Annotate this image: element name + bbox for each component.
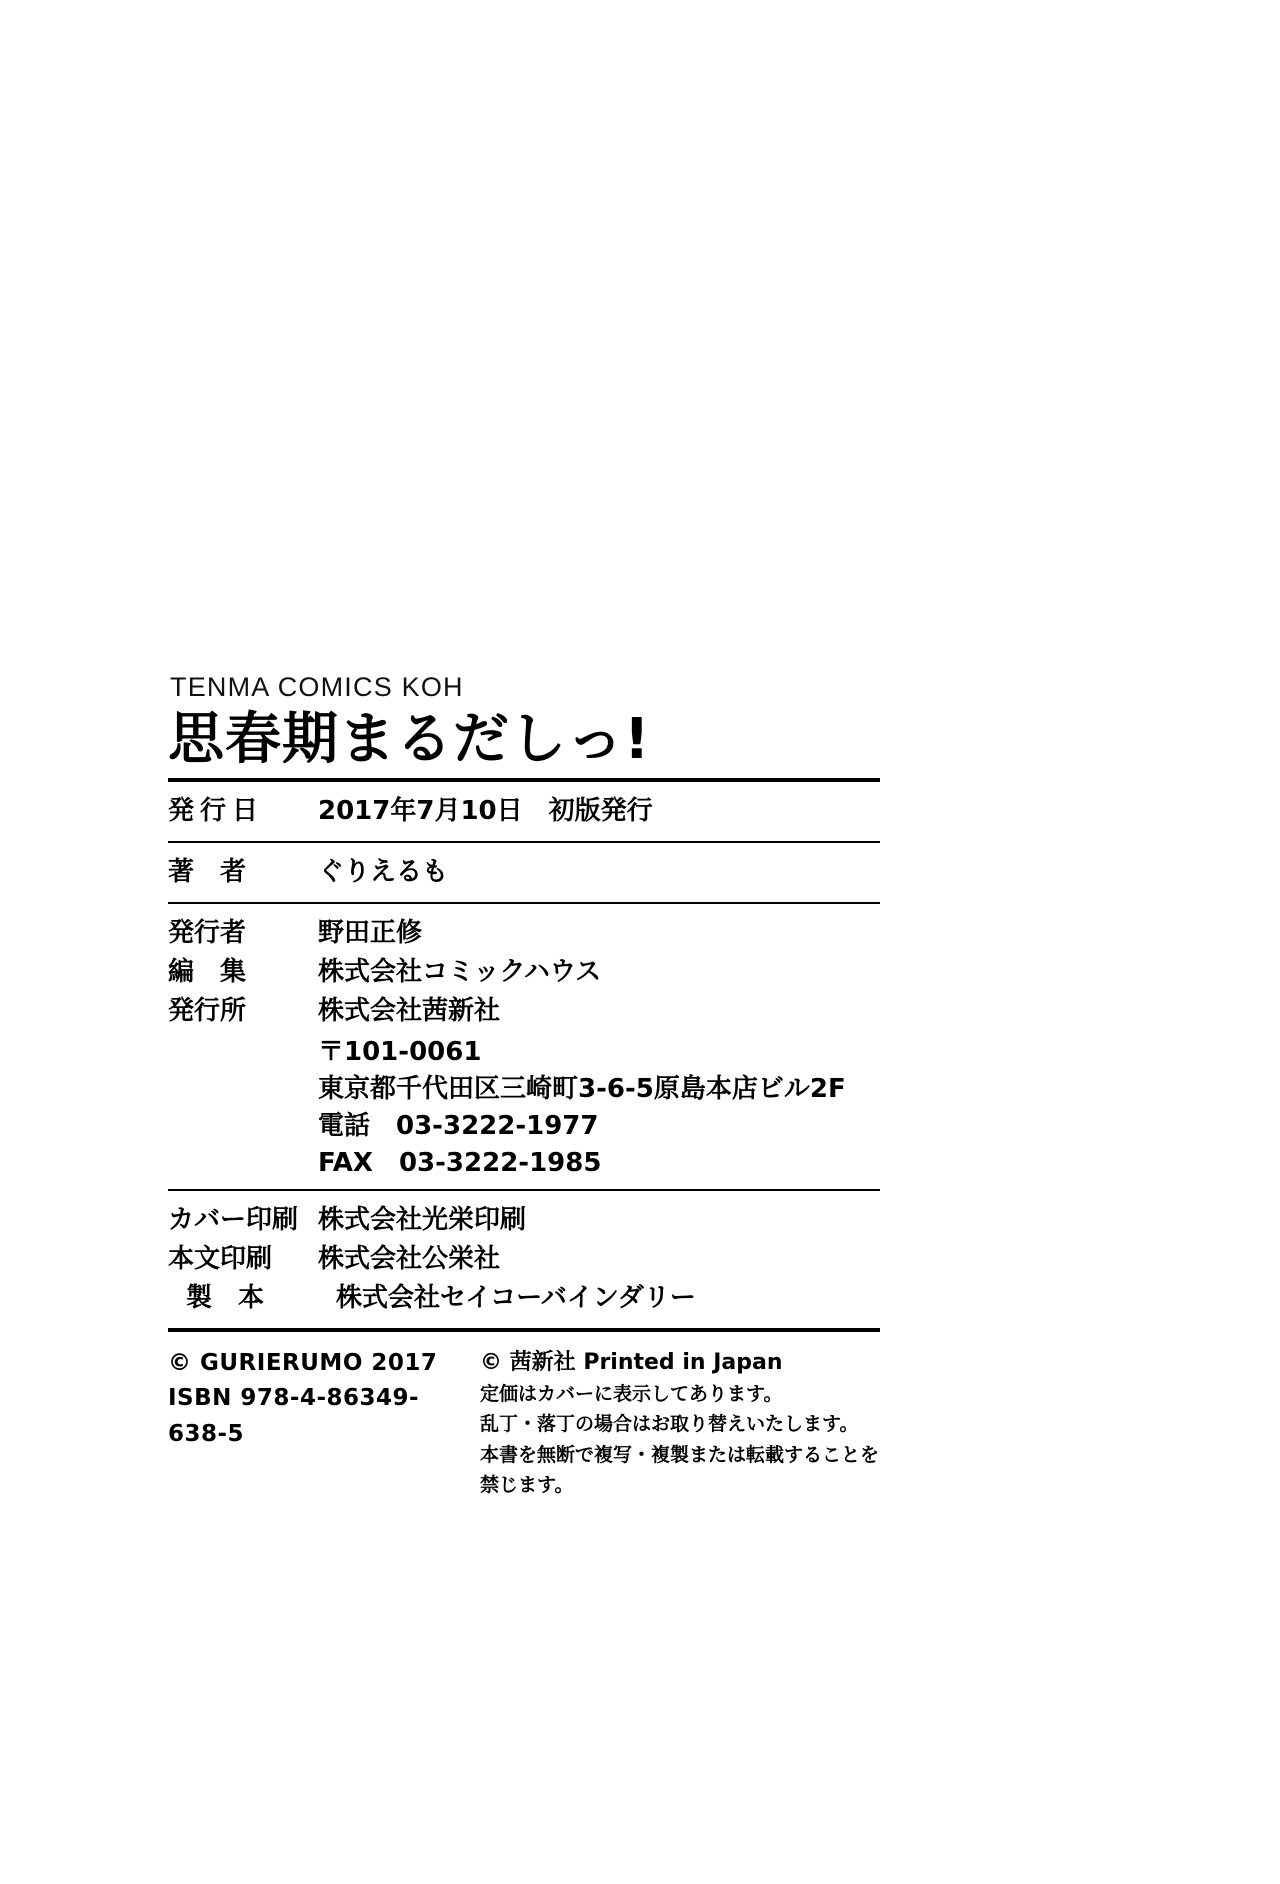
- printed-in-japan: © 茜新社 Printed in Japan: [480, 1349, 783, 1375]
- office-label: 発行所: [168, 995, 247, 1026]
- cover-printing-row: [168, 1201, 880, 1240]
- cover-printing-value: 株式会社光栄印刷: [318, 1204, 527, 1235]
- binding-value: 株式会社セイコーバインダリー: [336, 1282, 696, 1313]
- editor-row: [168, 953, 880, 992]
- publication-date-row: [168, 792, 880, 831]
- author-label: 著 者: [168, 856, 247, 887]
- publisher-row: [168, 914, 880, 953]
- fax: FAX 03-3222-1985: [318, 1147, 602, 1178]
- office-value: 株式会社茜新社: [318, 995, 501, 1026]
- colophon: [168, 672, 880, 1500]
- copyright: © GURIERUMO 2017: [168, 1349, 438, 1376]
- page-title: 思春期まるだしっ!: [168, 707, 651, 772]
- price-note: 定価はカバーに表示してあります。: [480, 1382, 783, 1405]
- cover-printing-label: カバー印刷: [168, 1204, 299, 1235]
- printing-block: [168, 1191, 880, 1328]
- reproduction-note: 本書を無断で複写・複製または転載することを禁じます。: [480, 1443, 880, 1496]
- author-row: [168, 853, 880, 892]
- publication-date-value: [318, 792, 653, 831]
- publication-date-text: 2017年7月10日: [318, 795, 523, 826]
- publication-block: [168, 782, 880, 841]
- binding-label: 製 本: [186, 1282, 265, 1313]
- telephone: 電話 03-3222-1977: [318, 1110, 599, 1141]
- editor-value: 株式会社コミックハウス: [318, 956, 602, 987]
- footer-block: [168, 1332, 880, 1501]
- publication-edition-text: 初版発行: [548, 795, 653, 826]
- series-line: TENMA COMICS KOH: [170, 672, 464, 702]
- publisher-label: 発行者: [168, 917, 247, 948]
- office-row: [168, 992, 880, 1031]
- editor-label: 編 集: [168, 956, 247, 987]
- author-block: [168, 843, 880, 902]
- postal-code: 〒101-0061: [318, 1036, 482, 1067]
- author-value: ぐりえるも: [318, 856, 449, 887]
- text-printing-row: [168, 1240, 880, 1279]
- publisher-value: 野田正修: [318, 917, 423, 948]
- publisher-block: [168, 904, 880, 1189]
- address: 東京都千代田区三崎町3-6-5原島本店ビル2F: [318, 1073, 846, 1104]
- text-printing-label: 本文印刷: [168, 1243, 273, 1274]
- footer-left: [168, 1346, 468, 1501]
- defect-note: 乱丁・落丁の場合はお取り替えいたします。: [480, 1413, 859, 1436]
- footer-right: [468, 1346, 880, 1501]
- text-printing-value: 株式会社公栄社: [318, 1243, 501, 1274]
- binding-row: [168, 1279, 880, 1318]
- isbn: ISBN 978-4-86349-638-5: [168, 1385, 420, 1447]
- publication-date-label: 発行日: [168, 795, 265, 826]
